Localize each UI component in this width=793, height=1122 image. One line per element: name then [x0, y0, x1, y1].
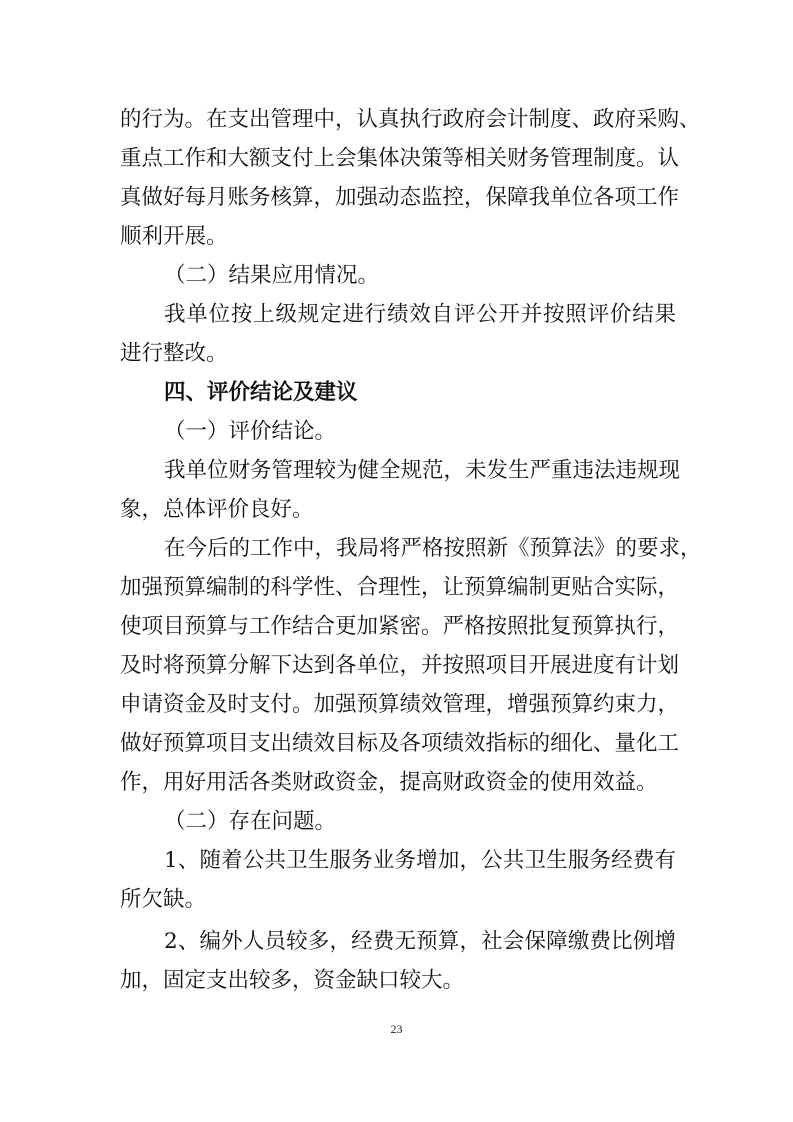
paragraph-line: 我单位财务管理较为健全规范，未发生严重违法违规现: [164, 458, 681, 483]
paragraph-line: 加强预算编制的科学性、合理性，让预算编制更贴合实际，: [120, 575, 680, 600]
paragraph-line: 真做好每月账务核算，加强动态监控，保障我单位各项工作: [120, 185, 680, 210]
body-text: [120, 100, 702, 1000]
paragraph-line: 的行为。在支出管理中，认真执行政府会计制度、政府采购、: [120, 107, 701, 132]
page-number: 23: [390, 1022, 403, 1036]
paragraph-line: 做好预算项目支出绩效目标及各项绩效指标的细化、量化工: [120, 731, 680, 756]
paragraph-line: 顺利开展。: [120, 224, 228, 249]
paragraph-line: 我单位按上级规定进行绩效自评公开并按照评价结果: [164, 302, 676, 327]
list-item-line: 加，固定支出较多，资金缺口较大。: [120, 968, 465, 993]
paragraph-line: 象，总体评价良好。: [120, 497, 314, 522]
section-heading-conclusion: 四、评价结论及建议: [164, 380, 358, 405]
list-item-line: 2、编外人员较多，经费无预算，社会保障缴费比例增: [164, 929, 676, 954]
paragraph-line: 进行整改。: [120, 341, 228, 366]
subheading-conclusion: （一）评价结论。: [164, 419, 337, 444]
paragraph-line: 及时将预算分解下达到各单位，并按照项目开展进度有计划: [120, 653, 680, 678]
paragraph-line: 重点工作和大额支付上会集体决策等相关财务管理制度。认: [120, 146, 680, 171]
paragraph-line: 申请资金及时支付。加强预算绩效管理，增强预算约束力，: [120, 692, 680, 717]
list-item-line: 1、随着公共卫生服务业务增加，公共卫生服务经费有: [164, 848, 676, 873]
paragraph-line: 作，用好用活各类财政资金，提高财政资金的使用效益。: [120, 770, 658, 795]
subheading-result-application: （二）结果应用情况。: [164, 263, 380, 288]
list-item-line: 所欠缺。: [120, 887, 207, 912]
paragraph-line: 在今后的工作中，我局将严格按照新《预算法》的要求，: [164, 536, 702, 561]
subheading-existing-problems: （二）存在问题。: [164, 809, 337, 834]
paragraph-line: 使项目预算与工作结合更加紧密。严格按照批复预算执行，: [120, 614, 680, 639]
